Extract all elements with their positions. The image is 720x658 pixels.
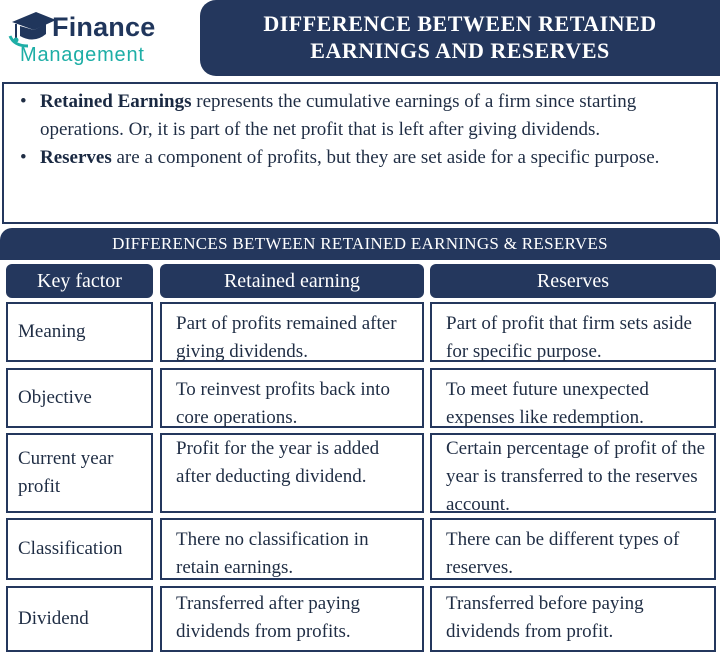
- definition-term: Reserves: [40, 147, 112, 168]
- cell-retained-meaning: Part of profits remained after giving dividends.: [160, 302, 424, 362]
- definition-text: represents the cumulative earnings of a firm since starting operations. Or, it is part of the net profit that is left after giving dividends.: [40, 91, 637, 140]
- cell-retained-classification: There no classification in retain earnings.: [160, 518, 424, 580]
- cell-reserves-classification: There can be different types of reserves.: [430, 518, 716, 580]
- bullet-icon: •: [20, 147, 27, 168]
- definitions-box: [2, 82, 718, 224]
- column-header-reserves: Reserves: [430, 264, 716, 298]
- cell-reserves-objective: To meet future unexpected expenses like redemption.: [430, 368, 716, 428]
- definitions-list: [18, 88, 708, 172]
- definition-retained-earnings: [18, 88, 708, 144]
- brand-name: Finance: [52, 12, 156, 42]
- row-key-dividend: Dividend: [6, 586, 153, 652]
- definition-text: are a component of profits, but they are set aside for a specific purpose.: [111, 147, 660, 168]
- title-line-1: DIFFERENCE BETWEEN RETAINED: [263, 11, 657, 36]
- row-key-current-year-profit: Current year profit: [6, 433, 153, 513]
- row-key-classification: Classification: [6, 518, 153, 580]
- cell-reserves-meaning: Part of profit that firm sets aside for specific purpose.: [430, 302, 716, 362]
- bullet-icon: •: [20, 91, 27, 112]
- column-header-retained-earning: Retained earning: [160, 264, 424, 298]
- table-caption: DIFFERENCES BETWEEN RETAINED EARNINGS & RESERVES: [0, 228, 720, 260]
- column-header-key-factor: Key factor: [6, 264, 153, 298]
- cell-reserves-current-year-profit: Certain percentage of profit of the year is transferred to the reserves account.: [430, 433, 716, 513]
- row-key-meaning: Meaning: [6, 302, 153, 362]
- cell-retained-objective: To reinvest profits back into core operations.: [160, 368, 424, 428]
- page-title: [200, 0, 720, 76]
- title-line-2: EARNINGS AND RESERVES: [310, 38, 610, 63]
- brand-logo: [6, 2, 196, 72]
- cell-retained-current-year-profit: Profit for the year is added after deducting dividend.: [160, 433, 424, 513]
- brand-subtitle: Management: [20, 44, 145, 66]
- definition-term: Retained Earnings: [40, 91, 192, 112]
- cell-retained-dividend: Transferred after paying dividends from profits.: [160, 586, 424, 652]
- row-key-objective: Objective: [6, 368, 153, 428]
- definition-reserves: [18, 144, 708, 172]
- cell-reserves-dividend: Transferred before paying dividends from profit.: [430, 586, 716, 652]
